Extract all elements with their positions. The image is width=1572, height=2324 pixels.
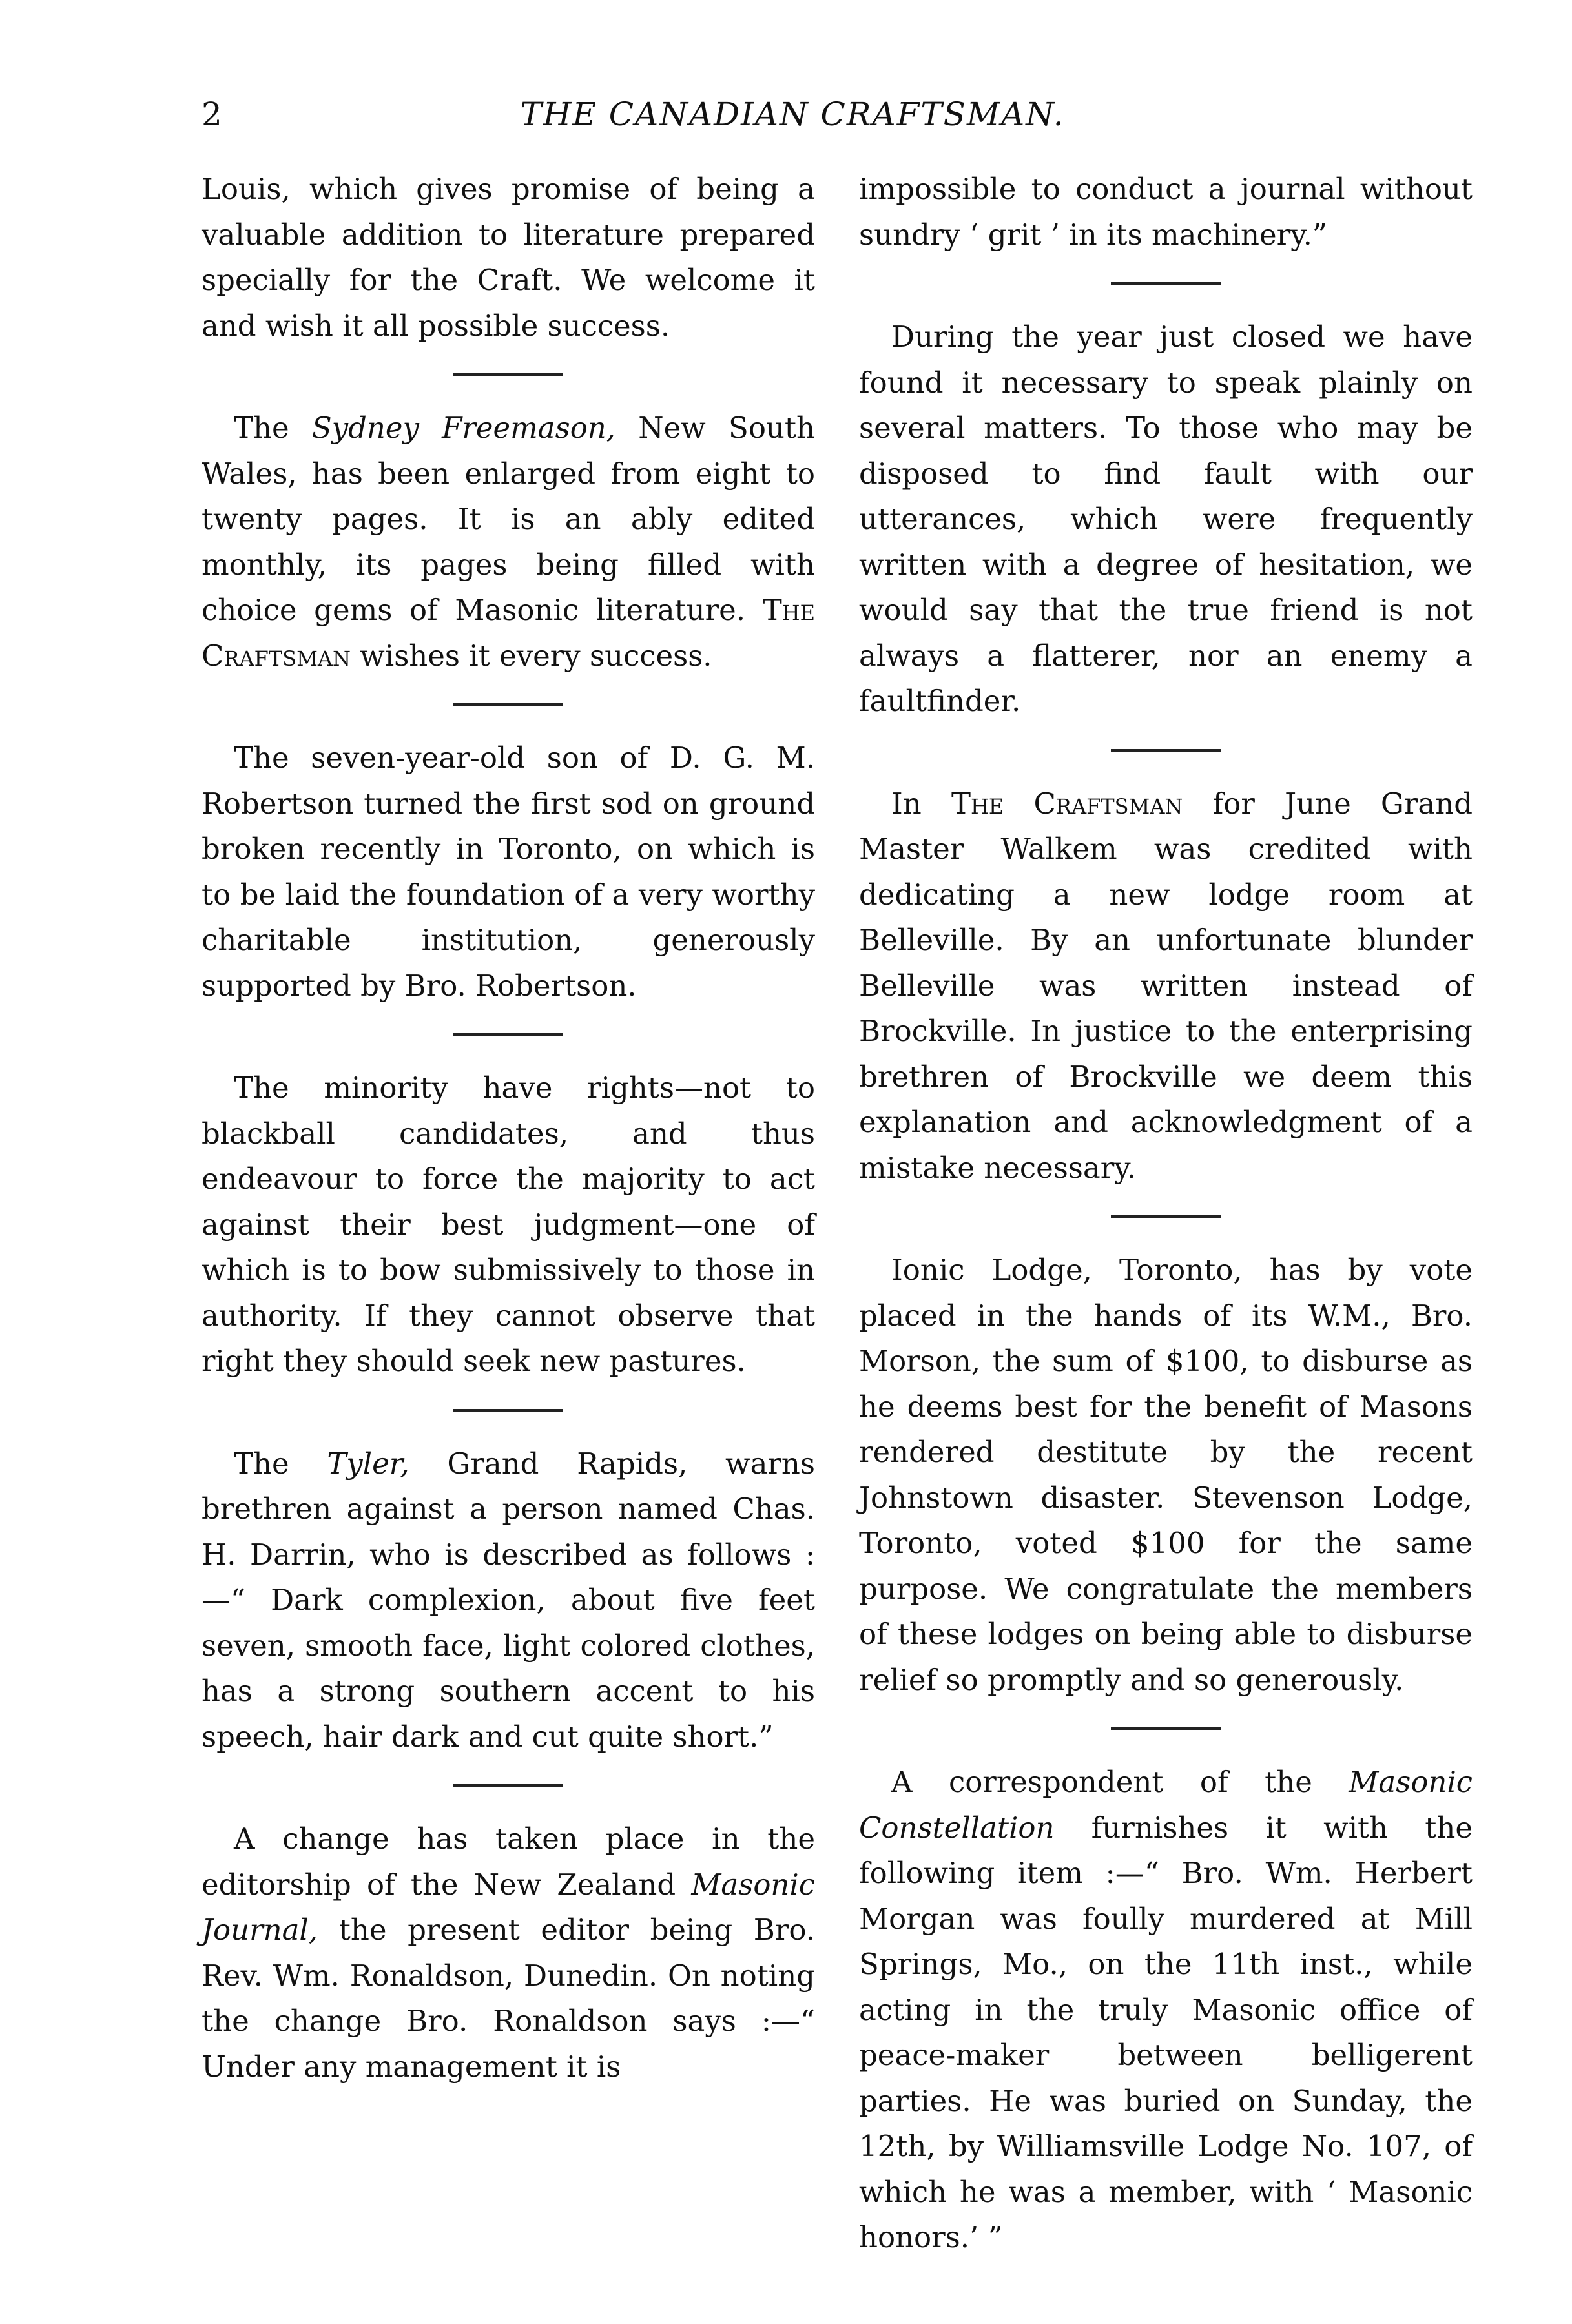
publication-title: Masonic Journal,: [202, 1867, 815, 1947]
section-divider: [453, 703, 563, 706]
left-column: [202, 167, 815, 2090]
section-divider: [1111, 1215, 1221, 1218]
section-divider: [453, 373, 563, 376]
publication-name: The Craftsman: [951, 786, 1183, 821]
section-divider: [453, 1033, 563, 1036]
paragraph: The Tyler, Grand Rapids, warns brethren against a person named Chas. H. Darrin, who is described as follows :—“ Dark complexion, about five feet seven, smooth face, light colored clothes, has a strong southern accent to his speech, hair dark and cut quite short.”: [202, 1446, 815, 1754]
section-divider: [453, 1409, 563, 1412]
running-header: [189, 96, 1396, 141]
publication-name: The Craftsman: [202, 593, 815, 673]
section-divider: [453, 1784, 563, 1787]
section-divider: [1111, 749, 1221, 752]
right-column: [859, 167, 1473, 2261]
paragraph: The Sydney Freemason, New South Wales, has been enlarged from eight to twenty pages. It is an ably edited monthly, its pages being filled with choice gems of Masonic literature. The Craftsman wishes it every success.: [202, 411, 815, 673]
page-number: 2: [202, 96, 222, 133]
paragraph: The seven-year-old son of D. G. M. Robertson turned the first sod on ground broken recently in Toronto, on which is to be laid the foundation of a very worthy charitable institution, generously supported by Bro. Robertson.: [202, 741, 815, 1003]
paragraph: A change has taken place in the editorship of the New Zealand Masonic Journal, the present editor being Bro. Rev. Wm. Ronaldson, Dunedin. On noting the change Bro. Ronaldson says :—“ Under any management it is: [202, 1822, 815, 2084]
section-divider: [1111, 1727, 1221, 1730]
publication-title: Masonic Constellation: [859, 1765, 1473, 1845]
paragraph: A correspondent of the Masonic Constellation furnishes it with the following item :—“ Bro. Wm. Herbert Morgan was foully murdered at Mill Springs, Mo., on the 11th inst., while acting in the truly Masonic office of peace-maker between belligerent parties. He was buried on Sunday, the 12th, by Williamsville Lodge No. 107, of which he was a member, with ‘ Masonic honors.’ ”: [859, 1765, 1473, 2254]
paragraph: Louis, which gives promise of being a valuable addition to literature prepared specially for the Craft. We welcome it and wish it all possible success.: [202, 172, 815, 343]
paragraph: During the year just closed we have found it necessary to speak plainly on several matters. To those who may be disposed to find fault with our utterances, which were frequently written with a degree of hesitation, we would say that the true friend is not always a flatterer, nor an enemy a faultfinder.: [859, 320, 1473, 718]
paragraph: In The Craftsman for June Grand Master Walkem was credited with dedicating a new lodge room at Belleville. By an unfortunate blunder Belleville was written instead of Brockville. In justice to the enterprising brethren of Brockville we deem this explanation and acknowledgment of a mistake necessary.: [859, 786, 1473, 1185]
section-divider: [1111, 282, 1221, 285]
paragraph: impossible to conduct a journal without sundry ‘ grit ’ in its machinery.”: [859, 172, 1473, 252]
running-title: THE CANADIAN CRAFTSMAN.: [520, 96, 1065, 133]
publication-title: Sydney Freemason,: [311, 411, 616, 445]
paragraph: The minority have rights—not to blackball candidates, and thus endeavour to force the majority to act against their best judgment—one of which is to bow submissively to those in authority. If they cannot observe that right they should seek new pastures.: [202, 1071, 815, 1378]
publication-title: Tyler,: [327, 1446, 409, 1481]
paragraph: Ionic Lodge, Toronto, has by vote placed in the hands of its W.M., Bro. Morson, the sum of $100, to disburse as he deems best for the benefit of Masons rendered destitute by the recent Johnstown disaster. Stevenson Lodge, Toronto, voted $100 for the same purpose. We congratulate the members of these lodges on being able to disburse relief so promptly and so generously.: [859, 1253, 1473, 1697]
